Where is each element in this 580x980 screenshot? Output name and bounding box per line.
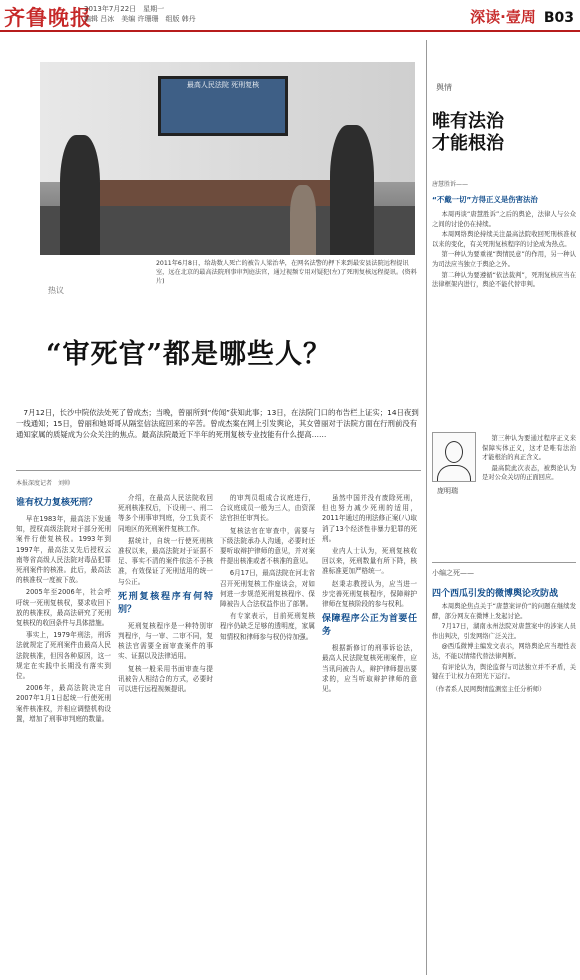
sidebar-subtitle: “不戴一切”方得正义是伤害法治 — [432, 195, 538, 204]
sidebar-author: 唐慧胜诉—— — [432, 181, 469, 188]
courtroom-photo — [40, 62, 415, 255]
body-paragraph: 根据新修订的刑事诉讼法，最高人民法院复核死刑案件，应当讯问被告人，辩护律师提出要求的，应当听取辩护律师的意见。 — [322, 644, 417, 694]
editor-credits: 编辑 吕冰 美编 许珊珊 组版 韩丹 — [84, 15, 196, 23]
feature-text — [432, 602, 576, 682]
body-paragraph: 7月17日，湖南永州法院对唐慧案中的涉案人员作出判决，引发网络广泛关注。 — [432, 623, 576, 640]
sidebar-divider — [426, 40, 427, 975]
body-column-1 — [16, 493, 111, 726]
portrait-name: 庞明瑞 — [437, 487, 458, 495]
section-subhead: 死刑复核程序有何特别？ — [118, 591, 213, 615]
body-paragraph: 死刑复核程序是一种特别审判程序，与一审、二审不同，复核法官需要全面审查案件的事实、证据以及法律适用。 — [118, 621, 213, 661]
page-number: B03 — [543, 10, 574, 26]
body-paragraph: 第三种认为要通过程序正义来保障实体正义，这才是唯有法治才能根治的真正含义。 — [482, 435, 576, 462]
sidebar-kicker: 舆情 — [436, 83, 452, 92]
sidebar-text-2 — [482, 434, 576, 484]
body-paragraph: @西瓜微博主编发文表示，网络舆论应当理性表达，不能以情绪代替法律判断。 — [432, 643, 576, 660]
article-kicker: 热议 — [48, 286, 64, 295]
portrait-shoulders — [437, 465, 471, 481]
body-paragraph: 介绍，在最高人民法院收回死刑核准权后，下设刑一、刑二等多个刑事审判庭，分工负责不同地区的死刑案件复核工作。 — [118, 494, 213, 533]
body-paragraph: 本周再谈“唐慧胜诉”之后的舆论，法律人与公众之间的讨论仍在持续。 — [432, 211, 576, 228]
body-column-3 — [220, 493, 315, 644]
body-paragraph: 事实上，1979年刑法，刑诉法就规定了死刑案件由最高人民法院核准，但因各种原因，这一规定在实践中长期没有落实到位。 — [16, 631, 111, 681]
body-paragraph: 据统计，自统一行使死刑核准权以来，最高法院对于证据不足、事实不清的案件依法不予核准，有效保证了死刑适用的统一与公正。 — [118, 536, 213, 586]
body-paragraph: 复核法官在审查中，需要与下级法院承办人沟通，必要时还要听取辩护律师的意见，并对案件提出核准或者不核准的意见。 — [220, 526, 315, 566]
body-paragraph: 2005年至2006年，社会呼吁统一死刑复核权，要求收回下放的核准权，最高法研究了死刑复核权的收回条件与具体措施。 — [16, 588, 111, 628]
body-paragraph: 有评论认为，舆论监督与司法独立并不矛盾，关键在于让权力在阳光下运行。 — [432, 663, 576, 681]
sidebar-title-line2: 才能根治 — [432, 133, 504, 154]
sidebar-title-line1: 唯有法治 — [432, 111, 504, 132]
person-figure — [60, 135, 100, 255]
body-paragraph: 复核一般采用书面审查与提讯被告人相结合的方式，必要时可以进行远程视频提讯。 — [118, 664, 213, 694]
body-paragraph: 业内人士认为，死刑复核收回以来，死刑数量有所下降，核准标准更加严格统一。 — [322, 547, 417, 576]
newspaper-logo: 齐鲁晚报 — [4, 5, 92, 30]
body-paragraph: 最高院此次表态，被舆论认为是对公众关切的正面回应。 — [482, 464, 576, 482]
portrait-face — [445, 441, 463, 463]
sidebar-opinion — [432, 82, 576, 291]
body-paragraph: 本周舆论焦点关于“唐慧案评价”的问题在继续发酵，部分网友在微博上发起讨论。 — [432, 603, 576, 620]
body-paragraph: 6月17日，最高法院在河北省召开死刑复核工作座谈会，对如何进一步规范死刑复核程序、保障被告人合法权益作出了部署。 — [220, 569, 316, 609]
sidebar-title — [432, 111, 576, 155]
sidebar-feature — [432, 568, 576, 694]
body-paragraph: 的审判员组成合议庭进行，合议庭成员一般为三人，由资深法官担任审判长。 — [220, 494, 315, 523]
body-column-2 — [118, 493, 213, 696]
section-subhead: 保障程序公正为首要任务 — [322, 614, 417, 638]
person-figure — [290, 185, 316, 255]
byline: 本报深度记者 刘帅 — [16, 480, 71, 487]
article-lead: 7月12日，长沙中院依法处死了曾成杰；当晚，曾丽所到“传闻”获知此事；13日，在法院门口的布告栏上证实；14日夜到一线通知；15日，曾丽和她哥哥从隔室信法庭回来的辛苦。曾成杰案在网上引发舆论，其女曾丽对于法院方面在行刑前没有通知家属的质疑成为公众关注的焦点。最高法院最近下半年的死刑复核专业技能有什么提高…… — [16, 408, 419, 439]
author-portrait — [432, 432, 476, 482]
body-paragraph: 本周网络舆论持续关注最高法院收回死刑核准权以来的变化，有关死刑复核程序的讨论成为热点。 — [432, 231, 576, 248]
body-paragraph: 早在1983年，最高法下发通知，授权高级法院对于部分死刑案件行使复核权。1993年到1997年，最高法又先后授权云南等省高级人民法院对毒品犯罪死刑案件的核准。此后，最高法的核准权一度被下放。 — [16, 515, 111, 585]
article-headline: “审死官”都是哪些人？ — [46, 339, 332, 370]
body-paragraph: 虽然中国并没有废除死刑，但也努力减少死刑的适用，2011年通过的刑法修正案(八)取消了13个经济性非暴力犯罪的死刑。 — [322, 494, 417, 543]
body-paragraph: 2006年，最高法院决定自2007年1月1日起统一行使死刑案件核准权，并相应调整机构设置，增加了刑事审判庭的数量。 — [16, 684, 111, 723]
feature-title: 四个西瓜引发的微博舆论攻防战 — [432, 589, 559, 599]
section-badge — [470, 6, 574, 27]
person-figure — [330, 125, 374, 255]
photo-caption: 2011年6月8日，给劫数人死亡的被告人梁治华，在网名法警的押下来到最安县法院远程提讯室，远在北京的最高法院刑事审判庭法官，通过视频专用对疑犯(左)了死刑复核远程提讯。(资料片) — [156, 260, 417, 285]
screen-label: 最高人民法院 死刑复核 — [186, 81, 260, 89]
body-paragraph: 第二种认为要遵循“依法裁判”，死刑复核应当在法律框架内进行，舆论不能代替审判。 — [432, 271, 576, 289]
issue-date: 2013年7月22日 星期一 — [84, 5, 165, 13]
sidebar-text — [432, 210, 576, 290]
section-subhead: 谁有权力复核死刑？ — [16, 498, 98, 508]
page-header — [0, 0, 580, 32]
body-paragraph: 第一种认为要重视“舆情民意”的作用，另一种认为司法应当独立于舆论之外。 — [432, 251, 576, 268]
divider — [16, 470, 421, 471]
section-title: 深读·壹周 — [470, 8, 536, 26]
issue-meta — [84, 4, 196, 24]
body-paragraph: 赵秉志教授认为，应当进一步完善死刑复核程序，保障辩护律师在复核阶段的参与权利。 — [322, 579, 417, 609]
body-column-4 — [322, 493, 417, 696]
feature-kicker: 小编之死—— — [432, 569, 474, 577]
feature-source: （作者系人民网舆情监测室主任分析师） — [432, 685, 546, 693]
body-paragraph: 有专家表示，目前死刑复核程序仍缺乏足够的透明度，家属知情权和律师参与权仍待加强。 — [220, 612, 315, 641]
feature-divider — [432, 562, 576, 563]
